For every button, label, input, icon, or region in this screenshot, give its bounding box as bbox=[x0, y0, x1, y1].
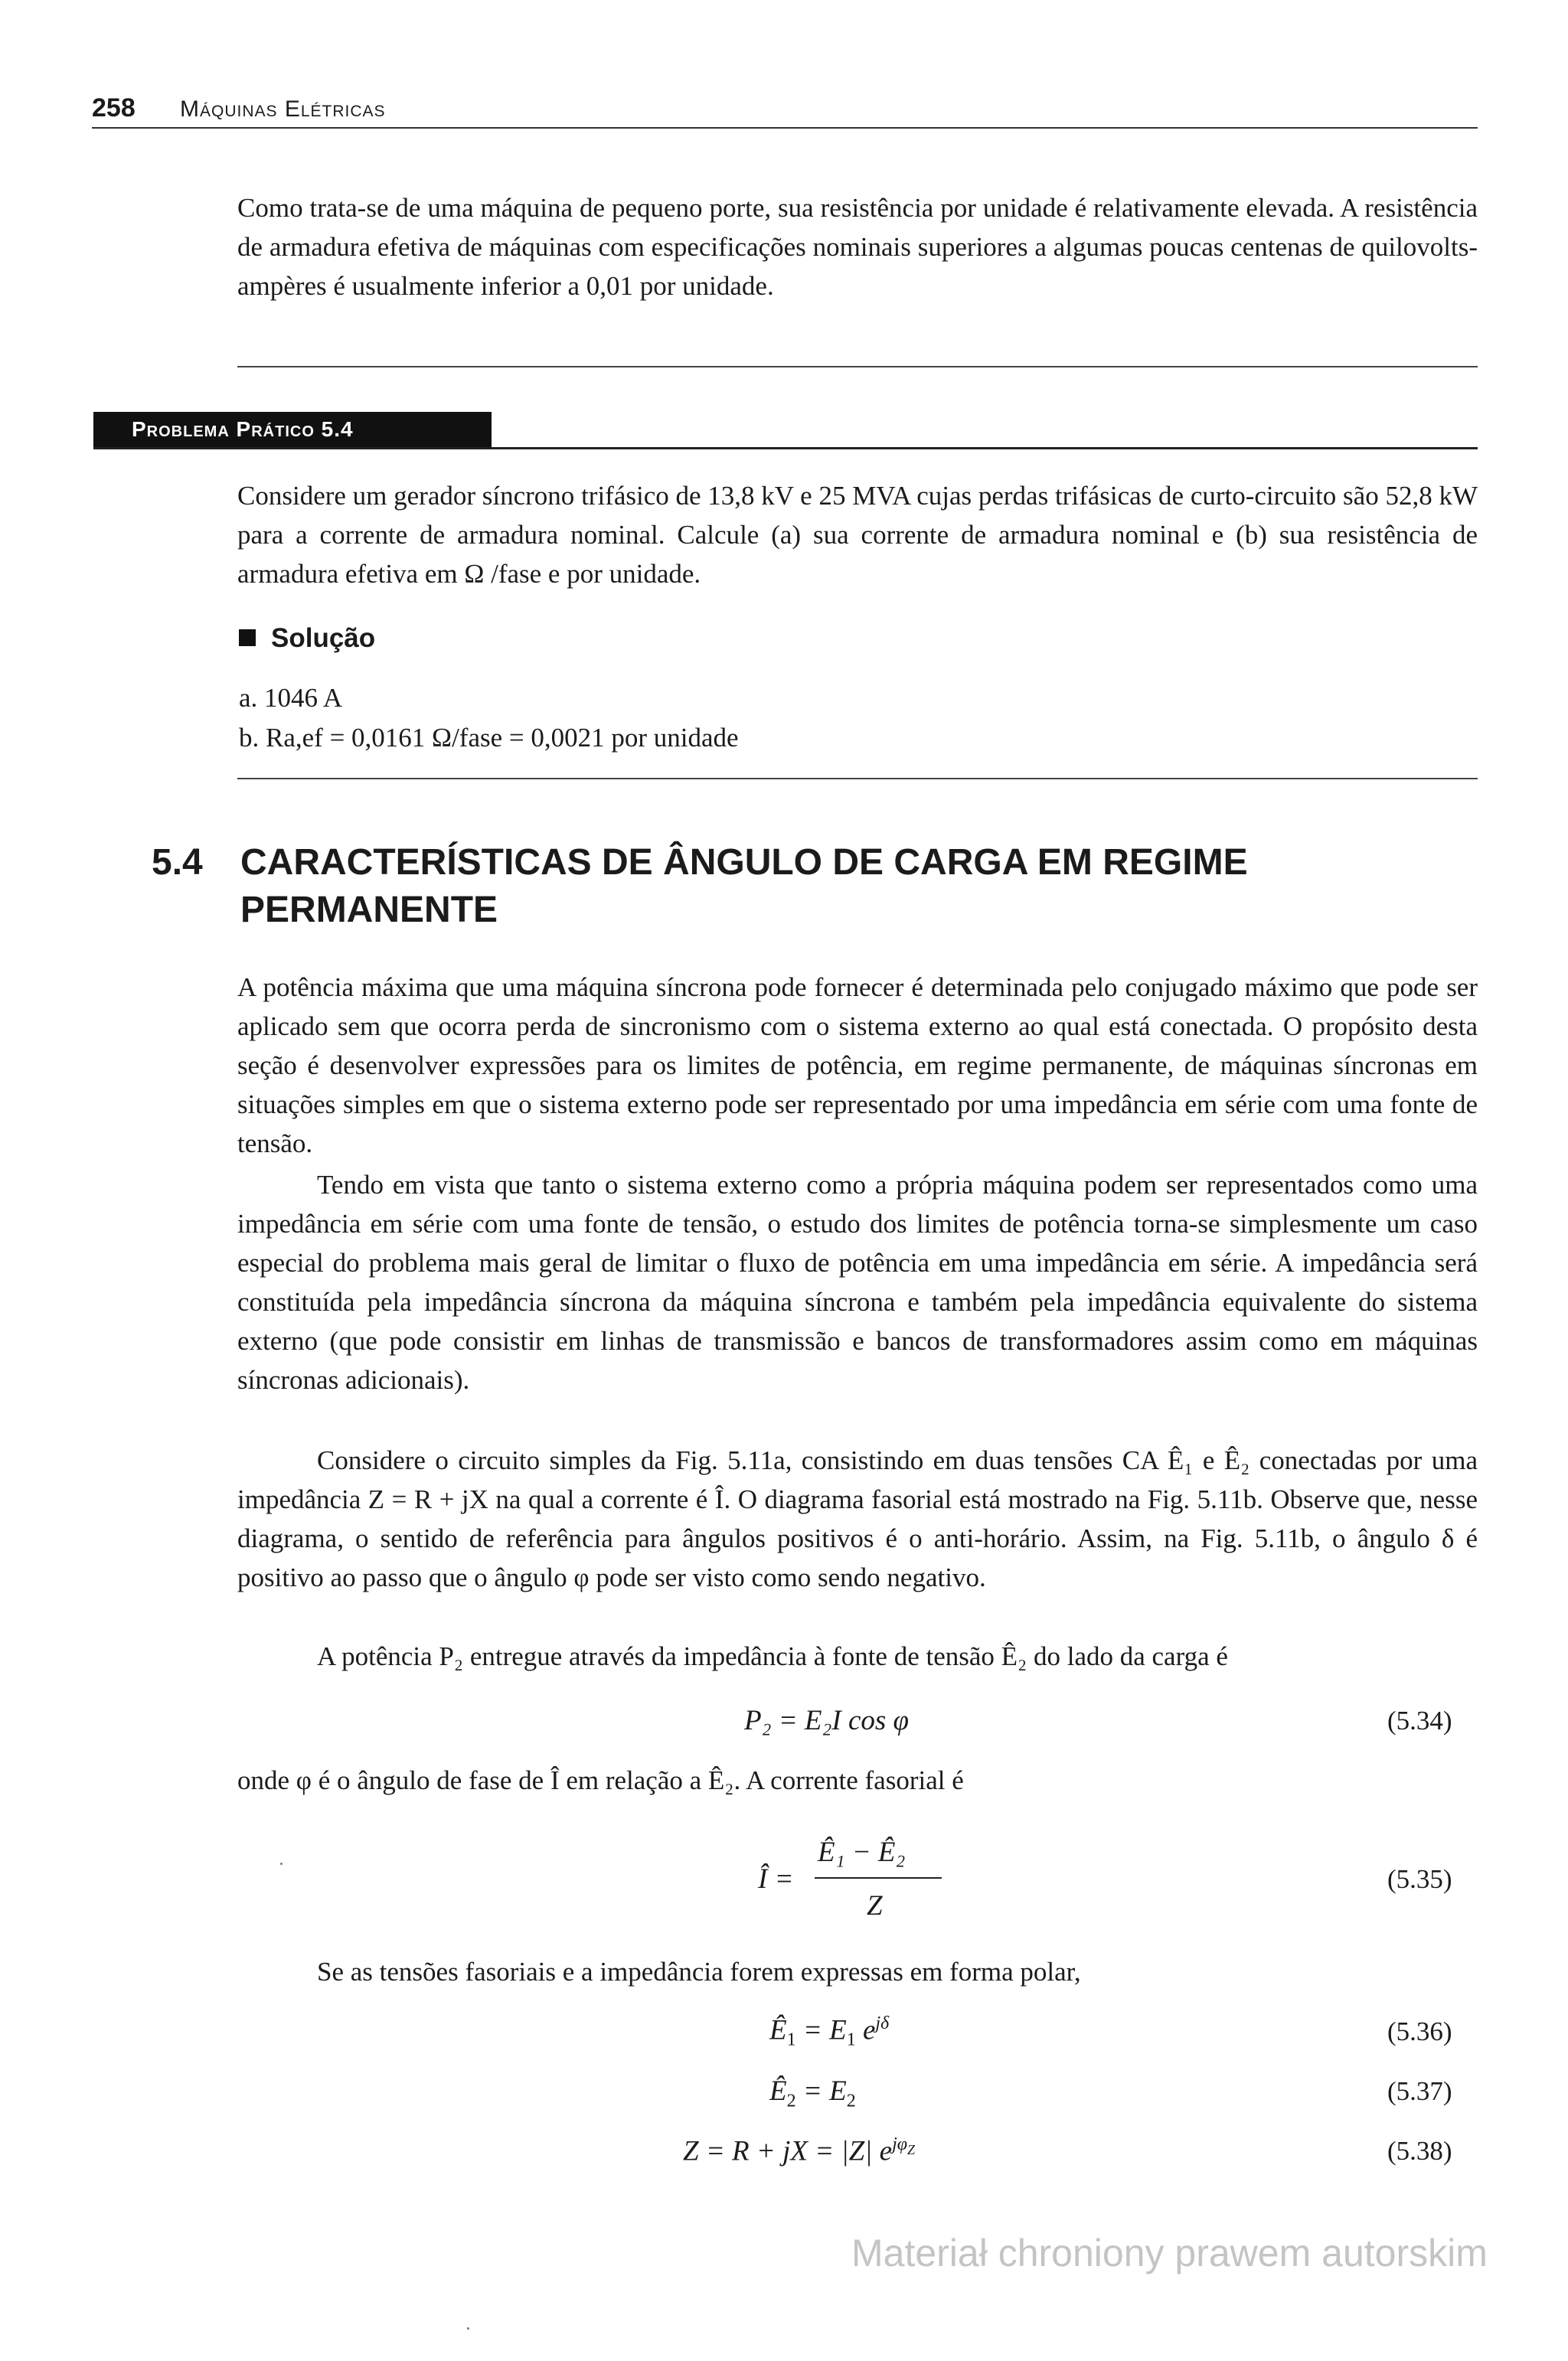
equation-number: (5.37) bbox=[1387, 2076, 1452, 2106]
equation-5-35-numerator: Ê₁ − Ê₂ bbox=[818, 1837, 906, 1868]
equation-5-38: Z = R + jX = |Z| $e^{j\varphi_Z}$ bbox=[683, 2134, 916, 2167]
speck bbox=[280, 1863, 283, 1865]
equation-5-36: $Ê_1 = E_1$ $e^{j\delta}$ bbox=[769, 2013, 890, 2050]
answer-a: a. 1046 A bbox=[239, 683, 343, 713]
equation-number: (5.38) bbox=[1387, 2136, 1452, 2166]
body-paragraph: Tendo em vista que tanto o sistema externo como a própria máquina podem ser representados como uma impedância em série com uma fonte de tensão, o estudo dos limites de potência torna-se simplesmente um caso especial do problema mais geral de limitar o fluxo de potência em uma impedância em série. A impedância será constituída pela impedância síncrona da máquina síncrona e também pela impedância equivalente do sistema externo (que pode consistir em linhas de transmissão e bancos de transformadores assim como em máquinas síncronas adicionais). bbox=[237, 1170, 1478, 1395]
solution-heading-text: Solução bbox=[271, 623, 376, 653]
divider bbox=[237, 778, 1478, 779]
speck bbox=[467, 2327, 469, 2330]
body-paragraph: A potência máxima que uma máquina síncrona pode fornecer é determinada pelo conjugado máximo que pode ser aplicado sem que ocorra perda de sincronismo com o sistema externo ao qual está conectada. O propósito desta seção é desenvolver expressões para os limites de potência, em regime permanente, de máquinas síncronas em situações simples em que o sistema externo pode ser representado por uma impedância em série com uma fonte de tensão. bbox=[237, 972, 1478, 1158]
equation-5-35-lhs: Î = bbox=[758, 1863, 794, 1895]
answer-b: b. Ra,ef = 0,0161 Ω/fase = 0,0021 por unidade bbox=[239, 723, 739, 753]
body-paragraph: Se as tensões fasoriais e a impedância forem expressas em forma polar, bbox=[317, 1957, 1081, 1987]
page-number: 258 bbox=[92, 93, 136, 122]
divider bbox=[237, 366, 1478, 367]
square-bullet-icon bbox=[239, 629, 256, 646]
fraction-bar bbox=[815, 1877, 942, 1879]
equation-5-34: P₂ = E₂I cos φ bbox=[744, 1705, 910, 1736]
body-paragraph: A potência P₂ entregue através da impedância à fonte de tensão Ê₂ do lado da carga é bbox=[317, 1641, 1228, 1671]
equation-5-37: $Ê_2 = E_2$ bbox=[769, 2075, 856, 2111]
practice-problem-bar bbox=[93, 412, 1478, 449]
practice-problem-statement: Considere um gerador síncrono trifásico de 13,8 kV e 25 MVA cujas perdas trifásicas de curto-circuito são 52,8 kW para a corrente de armadura nominal. Calcule (a) sua corrente de armadura nominal e (b) sua resistência de armadura efetiva em Ω /fase e por unidade. bbox=[237, 481, 1478, 589]
practice-problem-label: Problema Prático 5.4 bbox=[93, 412, 492, 447]
section-title: CARACTERÍSTICAS DE ÂNGULO DE CARGA EM REGIME PERMANENTE bbox=[240, 842, 1248, 930]
watermark: Materiał chroniony prawem autorskim bbox=[851, 2232, 1488, 2274]
running-title: Máquinas Elétricas bbox=[180, 96, 386, 122]
equation-5-35-denominator: Z bbox=[867, 1890, 883, 1922]
body-paragraph: onde φ é o ângulo de fase de Î em relação a Ê₂. A corrente fasorial é bbox=[237, 1765, 964, 1795]
intro-paragraph: Como trata-se de uma máquina de pequeno porte, sua resistência por unidade é relativamente elevada. A resistência de armadura efetiva de máquinas com especificações nominais superiores a algumas poucas centenas de quilovolts-ampères é usualmente inferior a 0,01 por unidade. bbox=[237, 193, 1478, 301]
body-paragraph: Considere o circuito simples da Fig. 5.11a, consistindo em duas tensões CA Ê₁ e Ê₂ conectadas por uma impedância Z = R + jX na qual a corrente é Î. O diagrama fasorial está mostrado na Fig. 5.11b. Observe que, nesse diagrama, o sentido de referência para ângulos positivos é o anti-horário. Assim, na Fig. 5.11b, o ângulo δ é positivo ao passo que o ângulo φ pode ser visto como sendo negativo. bbox=[237, 1445, 1478, 1592]
section-number: 5.4 bbox=[152, 842, 203, 883]
equation-number: (5.36) bbox=[1387, 2016, 1452, 2046]
solution-heading bbox=[239, 623, 375, 654]
running-header bbox=[92, 90, 1478, 129]
equation-number: (5.34) bbox=[1387, 1706, 1452, 1736]
equation-number: (5.35) bbox=[1387, 1864, 1452, 1894]
